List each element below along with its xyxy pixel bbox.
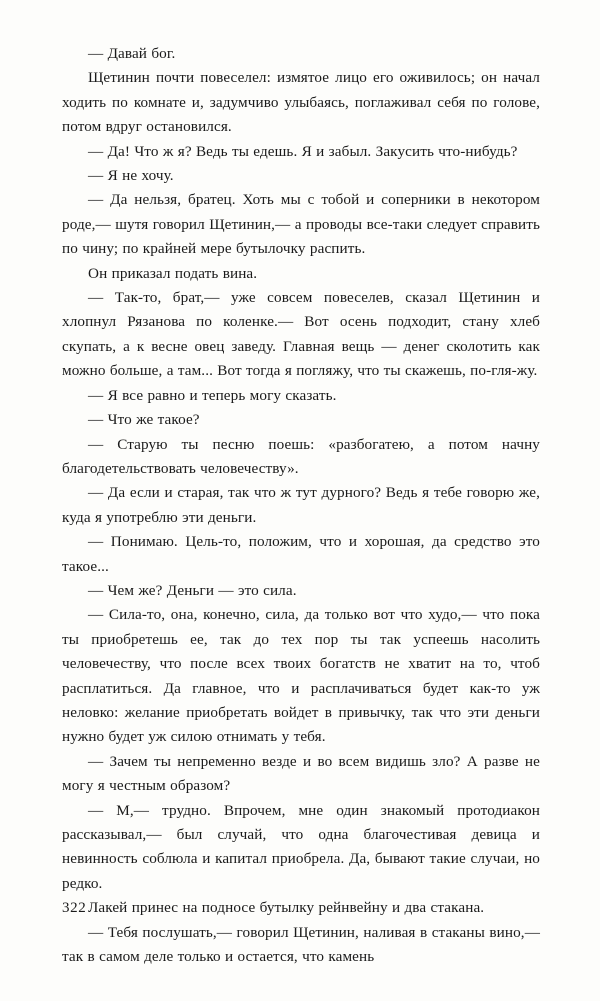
paragraph: — Чем же? Деньги — это сила. <box>88 581 297 599</box>
paragraph: — Зачем ты непременно везде и во всем видишь зло? А разве не могу я честным образом? <box>62 752 540 795</box>
paragraph: Он приказал подать вина. <box>88 264 258 282</box>
paragraph: — Давай бог. <box>88 45 176 62</box>
paragraph: — Так-то, брат,— уже совсем повеселев, сказал Щетинин и хлопнул Рязанова по коленке.— Вот осень подходит, стану хлеб скупать, а к весне овец заведу. Главная вещь — денег сколотить как можно больше, а там... Вот тогда я погляжу, что ты скажешь, по-гля-жу. <box>62 289 540 380</box>
paragraph: Щетинин почти повеселел: измятое лицо его оживилось; он начал ходить по комнате и, задумчиво улыбаясь, поглаживал себя по голове, потом вдруг остановился. <box>62 69 540 136</box>
paragraph: — Да если и старая, так что ж тут дурного? Ведь я тебе говорю же, куда я употреблю эти деньги. <box>62 484 540 526</box>
paragraph: Лакей принес на подносе бутылку рейнвейну и два стакана. <box>88 899 485 917</box>
paragraph: — Да! Что ж я? Ведь ты едешь. Я и забыл. Закусить что-нибудь? <box>88 142 518 160</box>
paragraph: — Понимаю. Цель-то, положим, что и хорошая, да средство это такое... <box>62 533 540 575</box>
paragraph: — Тебя послушать,— говорил Щетинин, наливая в стаканы вино,— так в самом деле только и остается, что камень <box>62 923 540 966</box>
paragraph: — Я не хочу. <box>88 167 174 185</box>
body-text-column <box>62 42 540 969</box>
paragraph: — М,— трудно. Впрочем, мне один знакомый протодиакон рассказывал,— был случай, что одна благочестивая девица и невинность соблюла и капитал приобрела. Да, бывают такие случаи, но редко. <box>62 801 540 892</box>
page-number: 322 <box>62 900 87 916</box>
paragraph: — Что же такое? <box>88 411 200 429</box>
paragraph: — Я все равно и теперь могу сказать. <box>88 386 337 404</box>
paragraph: — Сила-то, она, конечно, сила, да только вот что худо,— что пока ты приобретешь ее, так до тех пор ты так успеешь насолить человечеству, что после всех твоих богатств не хватит на то, чтоб расплатиться. Да главное, что и расплачиваться будет как-то уж неловко: желание приобретать войдет в привычку, так что эти деньги нужно будет уж силою отнимать у тебя. <box>62 606 540 746</box>
paragraph: — Старую ты песню поешь: «разбогатею, а потом начну благодетельствовать человечеству». <box>62 435 540 477</box>
paragraph: — Да нельзя, братец. Хоть мы с тобой и соперники в некотором роде,— шутя говорил Щетинин,— а проводы все-таки следует справить по чину; по крайней мере бутылочку распить. <box>62 191 540 258</box>
